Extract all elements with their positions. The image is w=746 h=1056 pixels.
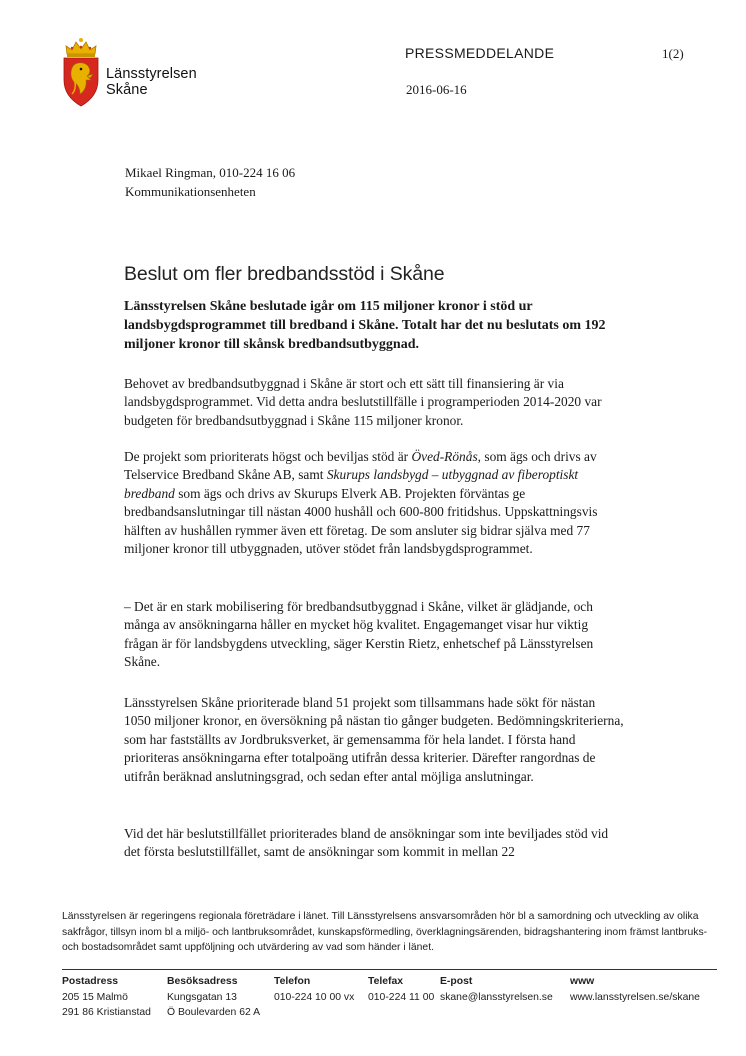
logo-line-2: Skåne (106, 82, 148, 98)
article-lead: Länsstyrelsen Skåne beslutade igår om 115 miljoner kronor i stöd ur landsbygdsprogrammet till bredband i Skåne. Totalt har det nu beslutats om 192 miljoner kronor till skånsk bredbandsutbyggnad. (124, 299, 606, 352)
page-number: 1(2) (662, 46, 684, 61)
epost-label: E-post (440, 976, 473, 987)
footer-epost (440, 974, 553, 1005)
telefax-label: Telefax (368, 976, 404, 987)
postadress-line-2: 291 86 Kristianstad (62, 1007, 151, 1018)
postadress-label: Postadress (62, 976, 119, 987)
contact-person: Mikael Ringman, 010-224 16 06 (125, 165, 296, 180)
document-date: 2016-06-16 (406, 82, 467, 97)
coat-of-arms-griffin-icon (60, 36, 104, 108)
www-url: www.lansstyrelsen.se/skane (570, 991, 700, 1003)
footer-besoksadress (167, 974, 260, 1021)
besoksadress-line-2: Ö Boulevarden 62 A (167, 1007, 261, 1018)
article-headline: Beslut om fler bredbandsstöd i Skåne (124, 263, 445, 285)
paragraph-2-text-2: , som ägs och drivs av Telservice Bredband Skåne AB, samt (124, 449, 597, 483)
telefon-number: 010-224 10 00 vx (274, 991, 355, 1003)
article-paragraph-5: Vid det här beslutstillfället prioriterades bland de ansökningar som inte beviljades stöd vid det första beslutstillfället, samt de ansökningar som kommit in mellan 22 (124, 826, 609, 860)
article-paragraph-3: – Det är en stark mobilisering för bredbandsutbyggnad i Skåne, vilket är glädjande, och många av ansökningarna håller en mycket hög kvalitet. Engagemanget visar hur viktig frågan är för landsbygdens utveckling, säger Kerstin Rietz, enhetschef på Länsstyrelsen Skåne. (124, 599, 594, 670)
logo-wordmark (106, 66, 197, 98)
besoksadress-line-1: Kungsgatan 13 (167, 991, 237, 1003)
footer-www (570, 974, 700, 1005)
footer-telefax (368, 974, 434, 1005)
www-label: www (570, 976, 595, 987)
contact-unit: Kommunikationsenheten (125, 184, 256, 199)
logo-line-1: Länsstyrelsen (106, 66, 197, 82)
project-name-skurups: Skurups landsbygd – utbyggnad av fiberoptiskt bredband (124, 467, 579, 501)
contact-block (125, 163, 295, 201)
article-paragraph-1: Behovet av bredbandsutbyggnad i Skåne är stort och ett sätt till finansiering är via landsbygdsprogrammet. Vid detta andra beslutstillfälle i programperioden 2014-2020 var budgeten för bredbandsutbyggnad i Skåne 115 miljoner kronor. (124, 376, 602, 428)
telefax-number: 010-224 11 00 (368, 991, 435, 1003)
besoksadress-label: Besöksadress (167, 976, 238, 987)
project-name-oved-ronas: Öved-Rönås (411, 449, 478, 464)
footer-telefon (274, 974, 354, 1005)
epost-address: skane@lansstyrelsen.se (440, 991, 553, 1003)
article-paragraph-2 (124, 448, 624, 558)
footer-postadress (62, 974, 151, 1021)
paragraph-2-text-3: som ägs och drivs av Skurups Elverk AB. Projekten förväntas ge bredbandsanslutningar till nästan 4000 hushåll och 600-800 fritidshus. Uppskattningsvis hälften av hushållen rymmer även ett företag. De som ansluter sig bidrar själva med 77 miljoner kronor till utbyggnaden, utöver stödet från landsbygdsprogrammet. (124, 485, 598, 557)
footer-divider (62, 969, 717, 970)
document-type: PRESSMEDDELANDE (405, 45, 555, 61)
paragraph-2-text-1: De projekt som prioriterats högst och beviljas stöd är (124, 449, 412, 464)
footer-note: Länsstyrelsen är regeringens regionala företrädare i länet. Till Länsstyrelsens ansvarsområden hör bl a samordning och utveckling av olika sakfrågor, tillsyn inom bl a miljö- och lantbruksområdet, kunskapsförmedling, överklagningsärenden, bidragshantering inom främst lantbruks- och bostadsområdet samt uppföljning och utvärdering av vad som händer i länet. (62, 911, 708, 953)
article-paragraph-4: Länsstyrelsen Skåne prioriterade bland 51 projekt som tillsammans hade sökt för nästan 1050 miljoner kronor, en översökning på nästan tio gånger budgeten. Bedömningskriterierna, som har fastställts av Jordbruksverket, är gemensamma för hela landet. I första hand prioriteras ansökningarna efter totalpoäng utifrån dessa kriterier. Därefter rangordnas de utifrån beräknad anslutningsgrad, och sedan efter antal möjliga anslutningar. (124, 695, 624, 784)
postadress-line-1: 205 15 Malmö (62, 991, 128, 1003)
lansstyrelsen-logo (60, 36, 210, 106)
telefon-label: Telefon (274, 976, 311, 987)
